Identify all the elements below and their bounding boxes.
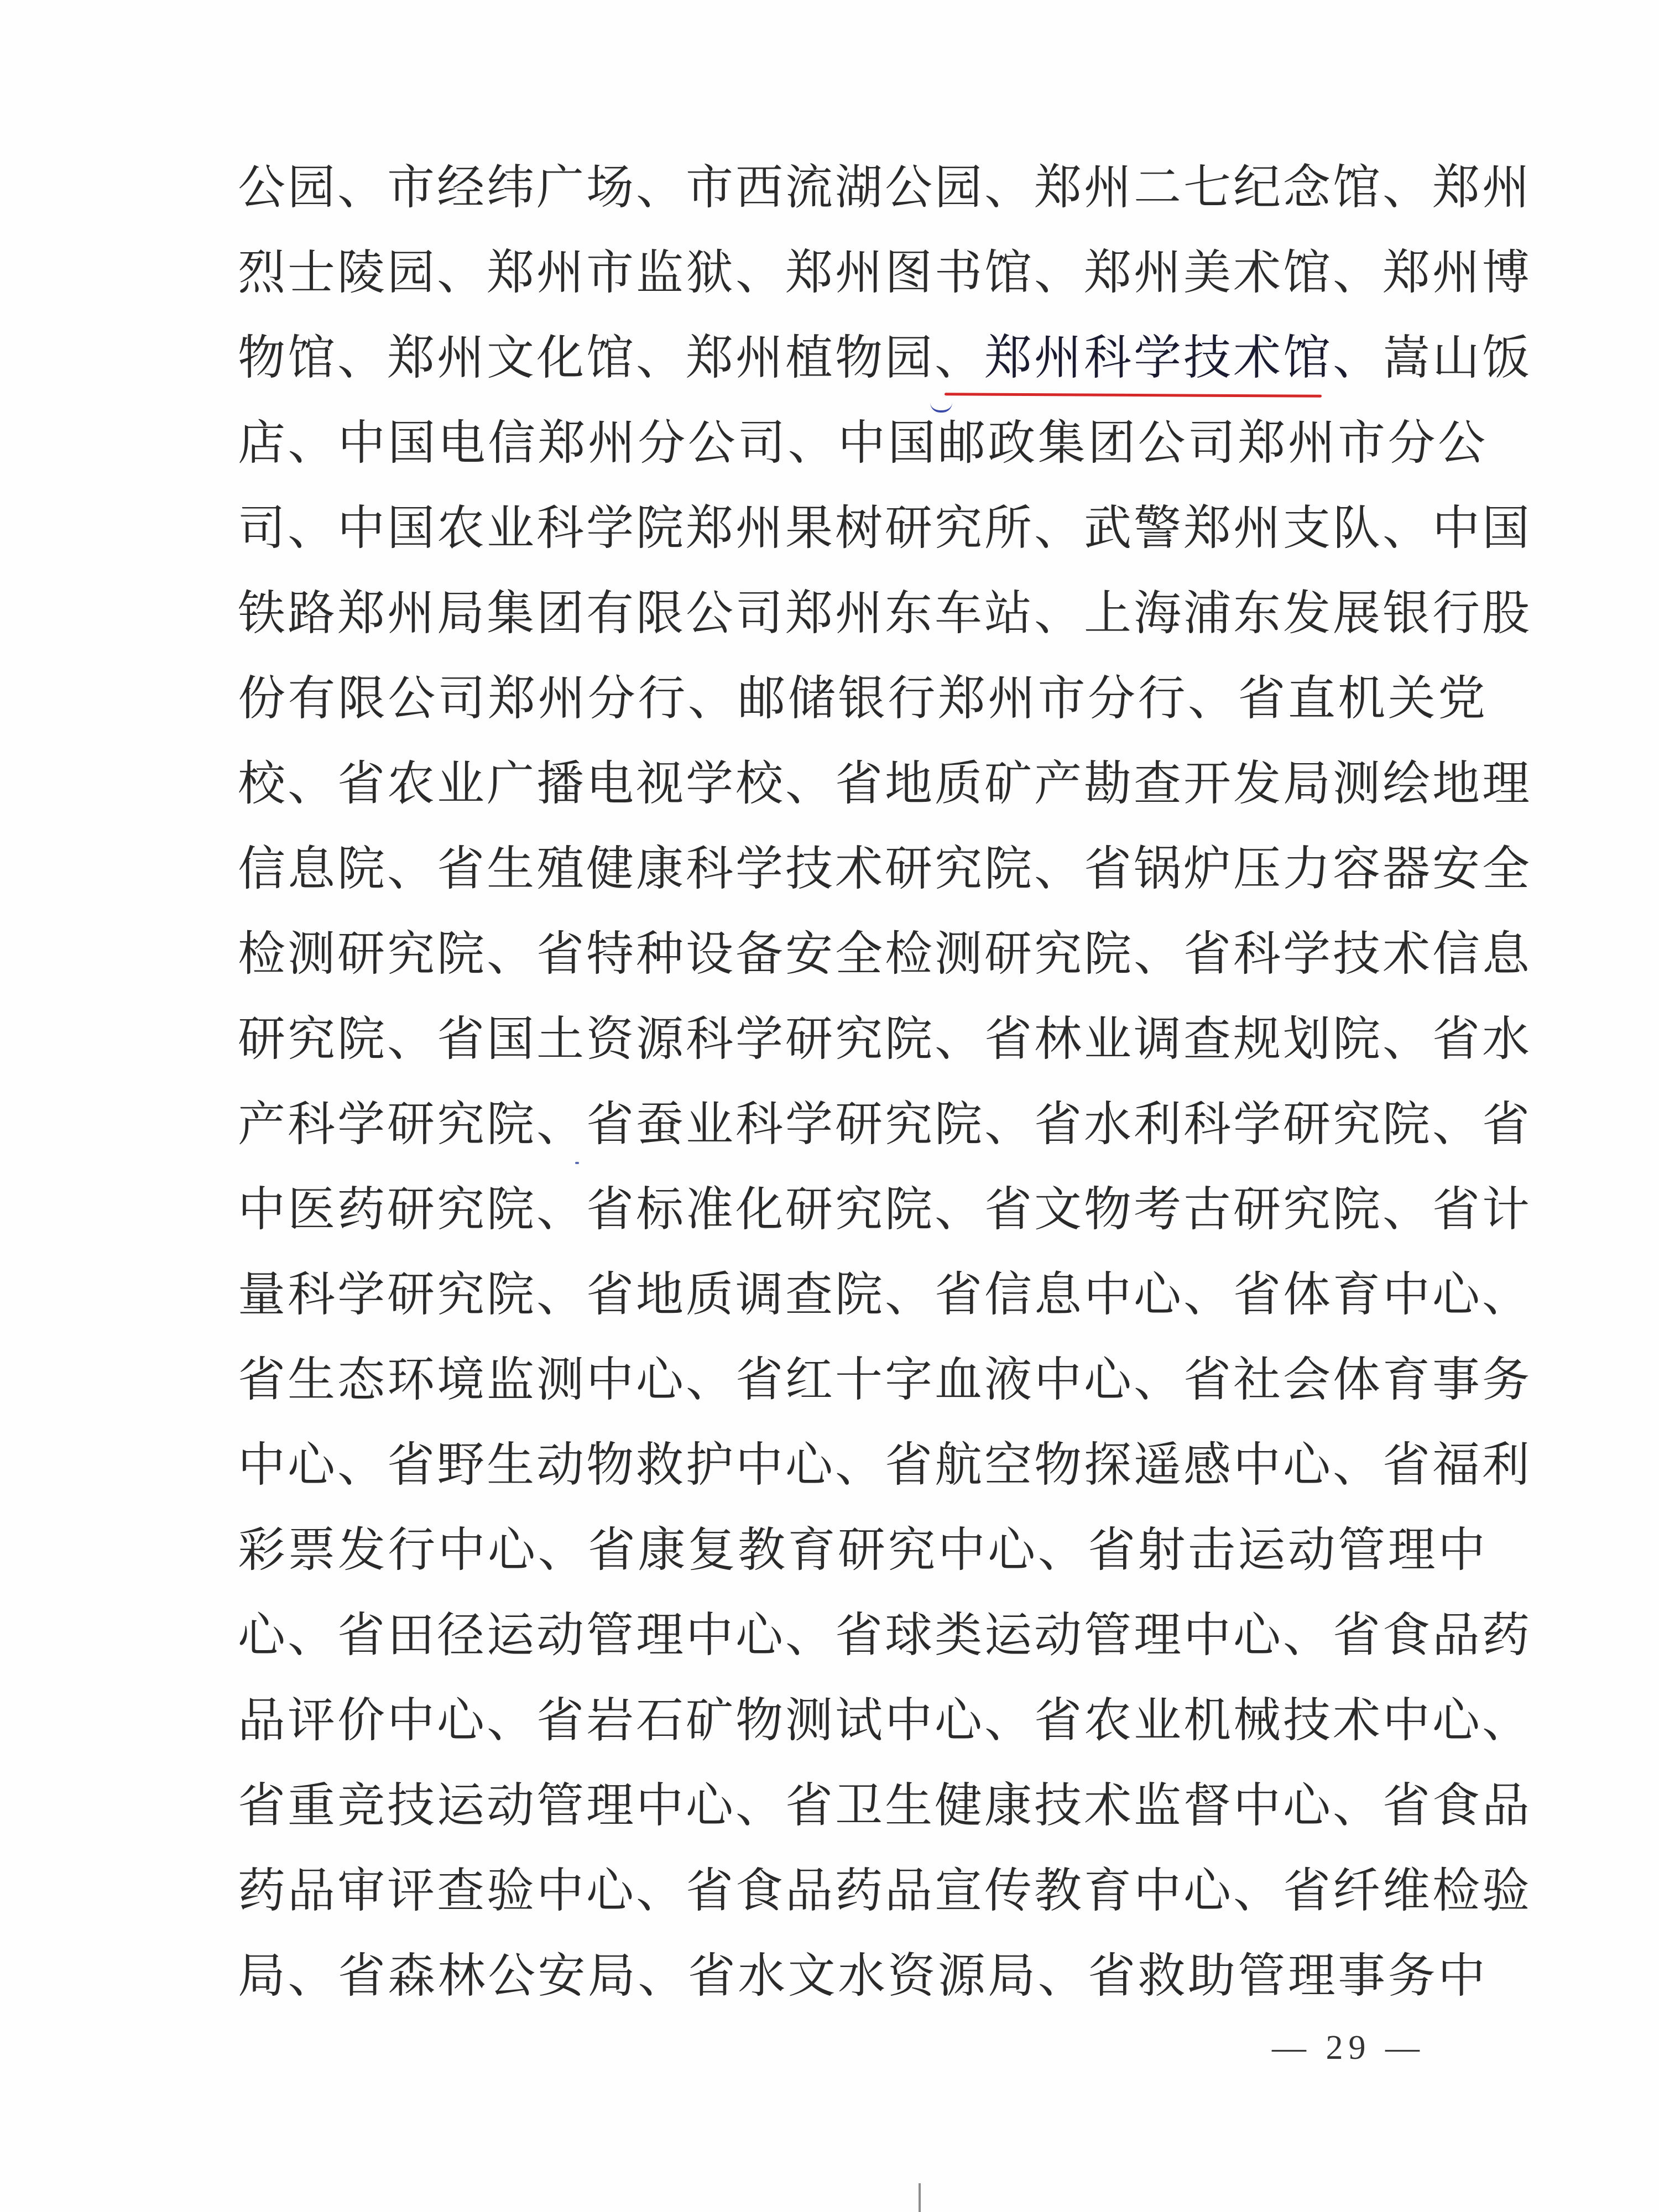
text-segment: 量科学研究院、省地质调查院、省信息中心、省体育中心、 (238, 1267, 1532, 1322)
text-segment: 中医药研究院、省标准化研究院、省文物考古研究院、省计 (238, 1182, 1532, 1237)
text-segment: 品评价中心、省岩石矿物测试中心、省农业机械技术中心、 (238, 1693, 1532, 1748)
text-segment: 研究院、省国土资源科学研究院、省林业调查规划院、省水 (238, 1011, 1532, 1067)
text-line (238, 1933, 1488, 2018)
text-segment: 物馆、郑州文化馆、郑州植物园、 (238, 330, 984, 385)
text-segment: 司、中国农业科学院郑州果树研究所、武警郑州支队、中国 (238, 500, 1532, 556)
page-number: — 29 — (1272, 2029, 1425, 2067)
text-line (238, 1422, 1532, 1507)
text-line (238, 1593, 1532, 1678)
text-line (238, 1507, 1488, 1593)
text-line (238, 230, 1532, 315)
text-segment: 店、中国电信郑州分公司、中国邮政集团公司郑州市分公 (238, 415, 1488, 471)
text-line (238, 1082, 1532, 1167)
text-line (238, 1167, 1532, 1252)
text-line (238, 1252, 1532, 1337)
text-segment: 烈士陵园、郑州市监狱、郑州图书馆、郑州美术馆、郑州博 (238, 245, 1532, 300)
text-line (238, 826, 1532, 911)
text-segment: 检测研究院、省特种设备安全检测研究院、省科学技术信息 (238, 926, 1532, 982)
text-segment: 中心、省野生动物救护中心、省航空物探遥感中心、省福利 (238, 1437, 1532, 1493)
text-segment: 彩票发行中心、省康复教育研究中心、省射击运动管理中 (238, 1522, 1488, 1578)
text-segment: 嵩山饭 (1383, 330, 1532, 385)
text-segment: 药品审评查验中心、省食品药品宣传教育中心、省纤维检验 (238, 1863, 1532, 1918)
text-line (238, 741, 1532, 826)
text-line (238, 997, 1532, 1082)
text-segment: 省重竞技运动管理中心、省卫生健康技术监督中心、省食品 (238, 1778, 1532, 1833)
text-segment: 产科学研究院、省蚕业科学研究院、省水利科学研究院、省 (238, 1097, 1532, 1152)
text-segment: 铁路郑州局集团有限公司郑州东车站、上海浦东发展银行股 (238, 586, 1532, 641)
text-segment: 省生态环境监测中心、省红十字血液中心、省社会体育事务 (238, 1352, 1532, 1407)
text-line (238, 486, 1532, 571)
text-segment: 信息院、省生殖健康科学技术研究院、省锅炉压力容器安全 (238, 841, 1532, 896)
text-line (238, 400, 1488, 486)
text-line (238, 1763, 1532, 1848)
text-segment: 校、省农业广播电视学校、省地质矿产勘查开发局测绘地理 (238, 756, 1532, 811)
text-line (238, 656, 1488, 741)
text-line (238, 911, 1532, 997)
text-line (238, 1678, 1532, 1763)
text-segment: 心、省田径运动管理中心、省球类运动管理中心、省食品药 (238, 1608, 1532, 1663)
body-text (238, 145, 1532, 2018)
text-segment: 局、省森林公安局、省水文水资源局、省救助管理事务中 (238, 1948, 1488, 2004)
text-line (238, 145, 1532, 230)
text-line (238, 315, 1532, 400)
text-segment: 份有限公司郑州分行、邮储银行郑州市分行、省直机关党 (238, 671, 1488, 726)
underlined-text: 郑州科学技术馆、 (984, 330, 1383, 385)
text-line (238, 1337, 1532, 1422)
text-line (238, 571, 1532, 656)
scan-edge-mark (919, 2183, 921, 2212)
text-line (238, 1848, 1532, 1933)
text-segment: 公园、市经纬广场、市西流湖公园、郑州二七纪念馆、郑州 (238, 160, 1532, 215)
pen-dot (575, 1162, 579, 1164)
